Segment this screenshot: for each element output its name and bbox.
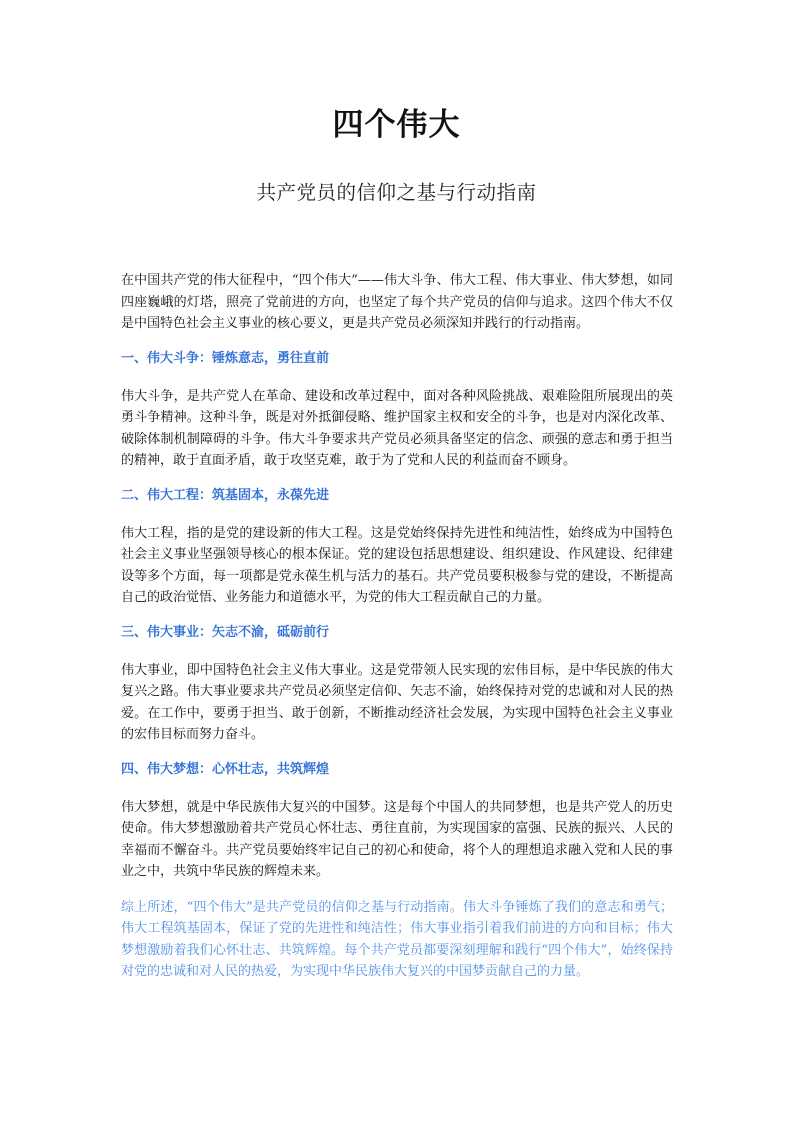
section-text-dream: 伟大梦想，就是中华民族伟大复兴的中国梦。这是每个中国人的共同梦想，也是共产党人的历史使命。伟大梦想激励着共产党员心怀壮志、勇往直前，为实现国家的富强、民族的振兴、人民的幸福而不懈奋斗。共产党员要始终牢记自己的初心和使命，将个人的理想追求融入党和人民的事业之中，共筑中华民族的辉煌未来。 bbox=[121, 799, 673, 879]
summary-paragraph: 综上所述，“四个伟大”是共产党员的信仰之基与行动指南。伟大斗争锤炼了我们的意志和勇气；伟大工程筑基固本，保证了党的先进性和纯洁性；伟大事业指引着我们前进的方向和目标；伟大梦想激励着我们心怀壮志、共筑辉煌。每个共产党员都要深刻理解和践行“四个伟大”，始终保持对党的忠诚和对人民的热爱，为实现中华民族伟大复兴的中国梦贡献自己的力量。 bbox=[121, 899, 673, 979]
section-text-struggle: 伟大斗争，是共产党人在革命、建设和改革过程中，面对各种风险挑战、艰难险阻所展现出的英勇斗争精神。这种斗争，既是对外抵御侵略、维护国家主权和安全的斗争，也是对内深化改革、破除体制机制障碍的斗争。伟大斗争要求共产党员必须具备坚定的信念、顽强的意志和勇于担当的精神，敢于直面矛盾，敢于攻坚克难，敢于为了党和人民的利益而奋不顾身。 bbox=[121, 388, 673, 468]
document-body bbox=[121, 270, 673, 983]
section-heading-project: 二、伟大工程：筑基固本，永葆先进 bbox=[121, 487, 330, 503]
section-heading-dream: 四、伟大梦想：心怀壮志，共筑辉煌 bbox=[121, 761, 330, 777]
document-subtitle: 共产党员的信仰之基与行动指南 bbox=[256, 181, 537, 204]
section-text-project: 伟大工程，指的是党的建设新的伟大工程。这是党始终保持先进性和纯洁性，始终成为中国特色社会主义事业坚强领导核心的根本保证。党的建设包括思想建设、组织建设、作风建设、纪律建设等多个方面，每一项都是党永葆生机与活力的基石。共产党员要积极参与党的建设，不断提高自己的政治觉悟、业务能力和道德水平，为党的伟大工程贡献自己的力量。 bbox=[121, 525, 673, 605]
section-heading-struggle: 一、伟大斗争：锤炼意志，勇往直前 bbox=[121, 350, 330, 366]
document-title: 四个伟大 bbox=[332, 107, 461, 143]
section-heading-cause: 三、伟大事业：矢志不渝，砥砺前行 bbox=[121, 624, 330, 640]
intro-paragraph: 在中国共产党的伟大征程中，“四个伟大”——伟大斗争、伟大工程、伟大事业、伟大梦想，如同四座巍峨的灯塔，照亮了党前进的方向，也坚定了每个共产党员的信仰与追求。这四个伟大不仅是中国特色社会主义事业的核心要义，更是共产党员必须深知并践行的行动指南。 bbox=[121, 273, 673, 331]
section-text-cause: 伟大事业，即中国特色社会主义伟大事业。这是党带领人民实现的宏伟目标，是中华民族的伟大复兴之路。伟大事业要求共产党员必须坚定信仰、矢志不渝，始终保持对党的忠诚和对人民的热爱。在工作中，要勇于担当、敢于创新，不断推动经济社会发展，为实现中国特色社会主义事业的宏伟目标而努力奋斗。 bbox=[121, 662, 673, 742]
